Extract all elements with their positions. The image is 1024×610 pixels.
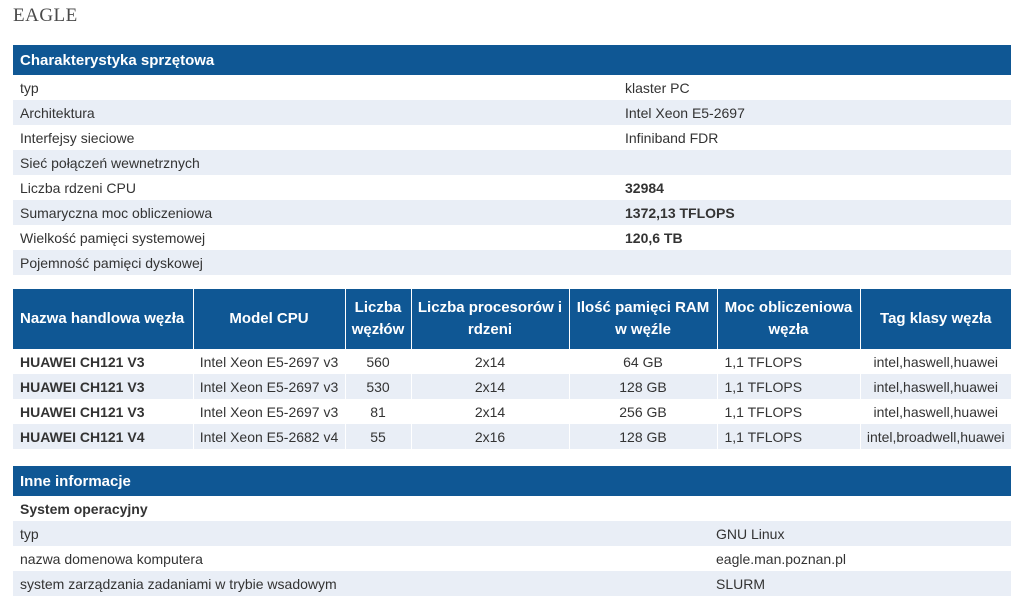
node-power: 1,1 TFLOPS [717, 349, 860, 374]
table-row [13, 250, 1011, 275]
node-count: 530 [345, 374, 411, 399]
column-header: Ilość pamięci RAM w węźle [569, 289, 717, 349]
column-header: Liczba węzłów [345, 289, 411, 349]
node-cores: 2x14 [411, 374, 569, 399]
row-value: SLURM [709, 571, 1011, 596]
row-label: Pojemność pamięci dyskowej [13, 250, 618, 275]
node-name: HUAWEI CH121 V3 [13, 349, 193, 374]
table-row [13, 225, 1011, 250]
table-row [13, 496, 1011, 521]
node-tag: intel,haswell,huawei [860, 374, 1011, 399]
node-ram: 256 GB [569, 399, 717, 424]
node-cpu: Intel Xeon E5-2682 v4 [193, 424, 345, 449]
table-row [13, 100, 1011, 125]
row-value: 1372,13 TFLOPS [618, 200, 1011, 225]
row-label: typ [13, 75, 618, 100]
table-row [13, 200, 1011, 225]
row-value: 120,6 TB [618, 225, 1011, 250]
column-header: Liczba procesorów i rdzeni [411, 289, 569, 349]
row-label: Sieć połączeń wewnetrznych [13, 150, 618, 175]
row-label: Sumaryczna moc obliczeniowa [13, 200, 618, 225]
row-value: Infiniband FDR [618, 125, 1011, 150]
row-value [618, 250, 1011, 275]
row-label: Wielkość pamięci systemowej [13, 225, 618, 250]
column-header: Model CPU [193, 289, 345, 349]
node-tag: intel,broadwell,huawei [860, 424, 1011, 449]
table-row [13, 399, 1011, 424]
table-row [13, 150, 1011, 175]
node-ram: 128 GB [569, 374, 717, 399]
table-row [13, 521, 1011, 546]
other-header-label: Inne informacje [13, 466, 1011, 496]
row-value: GNU Linux [709, 521, 1011, 546]
node-name: HUAWEI CH121 V3 [13, 399, 193, 424]
node-tag: intel,haswell,huawei [860, 349, 1011, 374]
row-value: 32984 [618, 175, 1011, 200]
table-row [13, 424, 1011, 449]
row-value [618, 150, 1011, 175]
row-label: Interfejsy sieciowe [13, 125, 618, 150]
hardware-section-header [13, 45, 1011, 75]
row-label: Liczba rdzeni CPU [13, 175, 618, 200]
row-label: system zarządzania zadaniami w trybie wsadowym [13, 571, 709, 596]
column-header: Moc obliczeniowa węzła [717, 289, 860, 349]
hardware-table [13, 45, 1011, 275]
nodes-header-row [13, 289, 1011, 349]
row-label: nazwa domenowa komputera [20, 550, 203, 567]
nodes-table [13, 289, 1011, 449]
node-count: 55 [345, 424, 411, 449]
table-row [13, 75, 1011, 100]
row-label: typ [13, 521, 709, 546]
os-subheader: System operacyjny [20, 500, 148, 517]
node-ram: 128 GB [569, 424, 717, 449]
table-row [13, 175, 1011, 200]
node-cpu: Intel Xeon E5-2697 v3 [193, 349, 345, 374]
node-name: HUAWEI CH121 V4 [13, 424, 193, 449]
row-value: klaster PC [618, 75, 1011, 100]
node-cpu: Intel Xeon E5-2697 v3 [193, 399, 345, 424]
table-row [13, 374, 1011, 399]
node-power: 1,1 TFLOPS [717, 399, 860, 424]
column-header: Tag klasy węzła [860, 289, 1011, 349]
column-header: Nazwa handlowa węzła [13, 289, 193, 349]
node-cores: 2x14 [411, 399, 569, 424]
row-label: Architektura [13, 100, 618, 125]
node-count: 81 [345, 399, 411, 424]
page-title: EAGLE [13, 5, 78, 26]
node-tag: intel,haswell,huawei [860, 399, 1011, 424]
node-cores: 2x14 [411, 349, 569, 374]
table-row [13, 125, 1011, 150]
node-cores: 2x16 [411, 424, 569, 449]
node-name: HUAWEI CH121 V3 [13, 374, 193, 399]
node-power: 1,1 TFLOPS [717, 424, 860, 449]
other-info-table [13, 466, 1011, 596]
node-count: 560 [345, 349, 411, 374]
other-section-header [13, 466, 1011, 496]
table-row [13, 349, 1011, 374]
table-row [13, 546, 1011, 571]
node-cpu: Intel Xeon E5-2697 v3 [193, 374, 345, 399]
node-power: 1,1 TFLOPS [717, 374, 860, 399]
table-row [13, 571, 1011, 596]
node-ram: 64 GB [569, 349, 717, 374]
row-value: eagle.man.poznan.pl [716, 550, 846, 567]
hardware-header-label: Charakterystyka sprzętowa [13, 45, 1011, 75]
row-value: Intel Xeon E5-2697 [618, 100, 1011, 125]
